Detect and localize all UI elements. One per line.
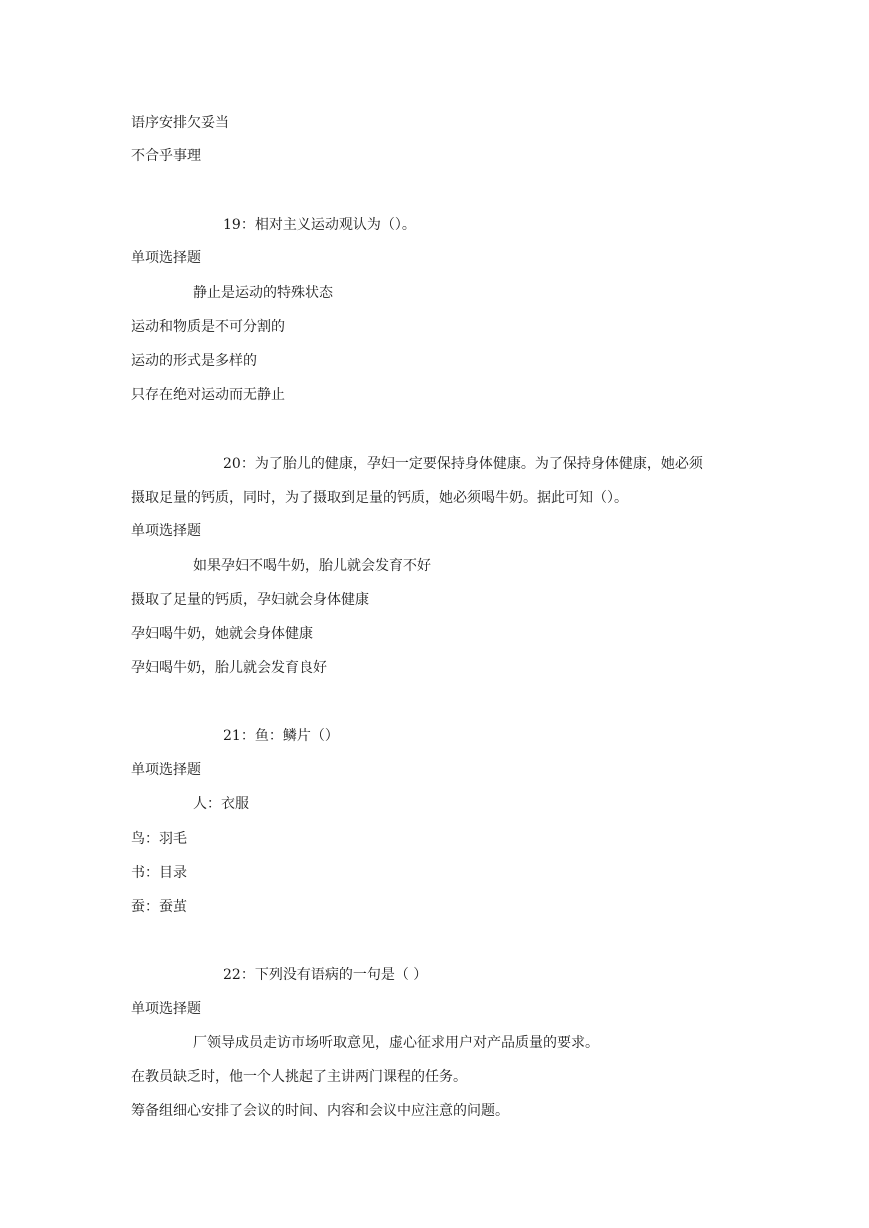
option-c: 运动的形式是多样的 bbox=[131, 353, 257, 369]
question-type: 单项选择题 bbox=[131, 523, 201, 539]
option-b: 鸟：羽毛 bbox=[131, 831, 187, 847]
question-type: 单项选择题 bbox=[131, 250, 201, 266]
option-c: 孕妇喝牛奶，她就会身体健康 bbox=[131, 626, 313, 642]
question-type: 单项选择题 bbox=[131, 1001, 201, 1017]
question-stem: 21：鱼：鳞片（） bbox=[223, 728, 339, 744]
option-b: 运动和物质是不可分割的 bbox=[131, 319, 285, 335]
option-c: 筹备组细心安排了会议的时间、内容和会议中应注意的问题。 bbox=[131, 1103, 509, 1119]
option-c: 书：目录 bbox=[131, 865, 187, 881]
option-a: 如果孕妇不喝牛奶，胎儿就会发育不好 bbox=[193, 558, 431, 574]
option-a: 静止是运动的特殊状态 bbox=[193, 285, 333, 301]
question-stem-continued: 摄取足量的钙质，同时，为了摄取到足量的钙质，她必须喝牛奶。据此可知（）。 bbox=[131, 490, 628, 506]
option-d: 只存在绝对运动而无静止 bbox=[131, 387, 285, 403]
option-a: 人：衣服 bbox=[193, 796, 249, 812]
question-stem: 22：下列没有语病的一句是（ ） bbox=[223, 967, 428, 983]
option-d: 孕妇喝牛奶，胎儿就会发育良好 bbox=[131, 660, 327, 676]
option-b: 摄取了足量的钙质，孕妇就会身体健康 bbox=[131, 592, 369, 608]
option-text: 不合乎事理 bbox=[131, 148, 201, 164]
option-d: 蚕：蚕茧 bbox=[131, 899, 187, 915]
option-a: 厂领导成员走访市场听取意见，虚心征求用户对产品质量的要求。 bbox=[193, 1035, 599, 1051]
question-stem: 20：为了胎儿的健康，孕妇一定要保持身体健康。为了保持身体健康，她必须 bbox=[223, 456, 703, 472]
option-text: 语序安排欠妥当 bbox=[131, 115, 229, 131]
question-stem: 19：相对主义运动观认为（）。 bbox=[223, 217, 416, 233]
option-b: 在教员缺乏时，他一个人挑起了主讲两门课程的任务。 bbox=[131, 1069, 467, 1085]
question-type: 单项选择题 bbox=[131, 762, 201, 778]
